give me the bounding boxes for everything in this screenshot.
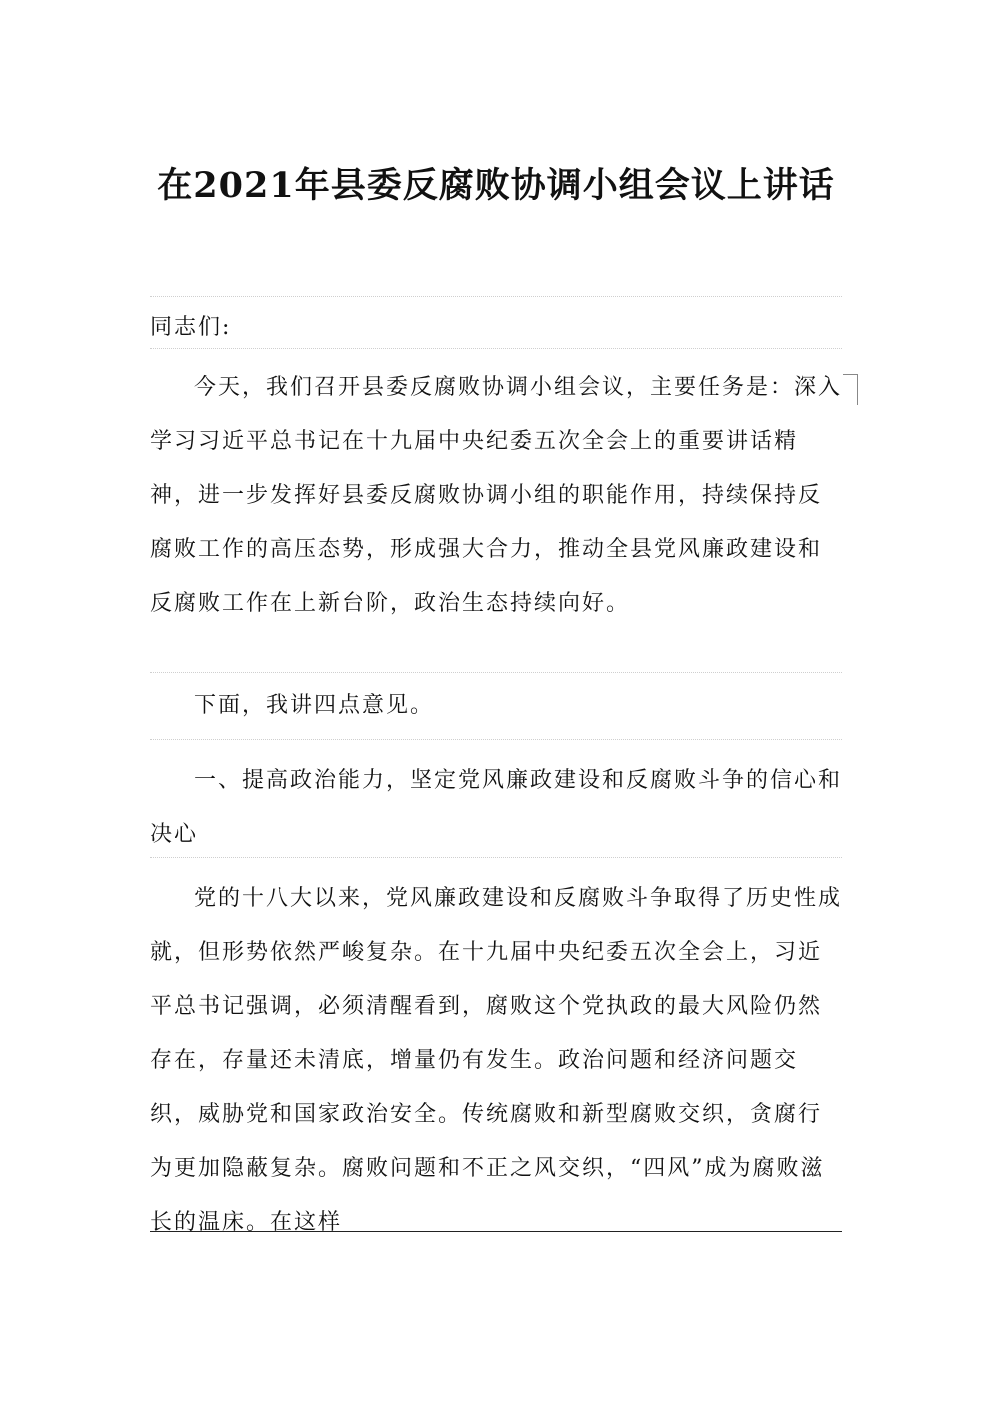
paragraph-intro: 今天，我们召开县委反腐败协调小组会议，主要任务是：深入学习习近平总书记在十九届中央纪委五次全会上的重要讲话精神，进一步发挥好县委反腐败协调小组的职能作用，持续保持反腐败工作的高压态势，形成强大合力，推动全县党风廉政建设和反腐败工作在上新台阶，政治生态持续向好。 xyxy=(150,349,842,673)
paragraph-outline: 下面，我讲四点意见。 xyxy=(150,673,842,740)
greeting: 同志们: xyxy=(150,296,842,349)
paragraph-section-1: 党的十八大以来，党风廉政建设和反腐败斗争取得了历史性成就，但形势依然严峻复杂。在十九届中央纪委五次全会上，习近平总书记强调，必须清醒看到，腐败这个党执政的最大风险仍然存在，存量还未清底，增量仍有发生。政治问题和经济问题交织，威胁党和国家政治安全。传统腐败和新型腐败交织，贪腐行为更加隐蔽复杂。腐败问题和不正之风交织，“四风”成为腐败滋长的温床。在这样 xyxy=(150,858,842,1232)
section-heading-1: 一、提高政治能力，坚定党风廉政建设和反腐败斗争的信心和决心 xyxy=(150,740,842,858)
margin-corner-mark xyxy=(843,374,858,405)
document-body xyxy=(150,296,843,1235)
document-title: 在2021年县委反腐败协调小组会议上讲话 xyxy=(157,165,835,206)
